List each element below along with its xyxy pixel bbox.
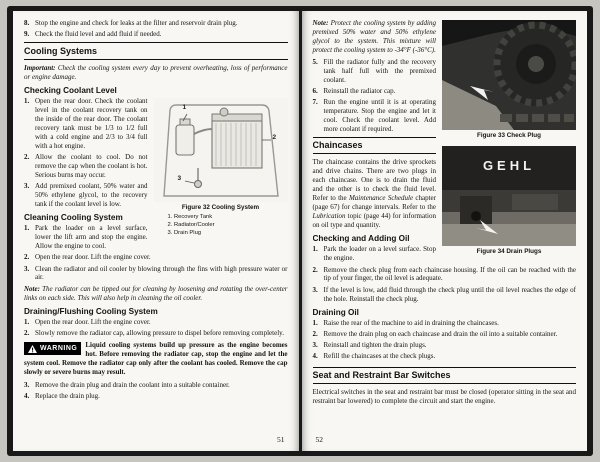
list-number: 1. bbox=[24, 97, 30, 105]
section-heading-cooling-systems: Cooling Systems bbox=[24, 42, 288, 60]
legend-item: 2. Radiator/Cooler bbox=[167, 221, 215, 228]
warning-icon bbox=[28, 345, 37, 353]
warning-label: WARNING bbox=[40, 345, 78, 353]
gehl-logo: GEHL bbox=[482, 158, 536, 173]
list-item bbox=[24, 265, 288, 283]
list-item bbox=[313, 341, 577, 350]
page-number: 51 bbox=[277, 435, 285, 444]
list-text: Remove the check plug from each chaincase housing. If the oil can be reached with the tip of your finger, the oil level is adequate. bbox=[323, 265, 576, 283]
paragraph-text: chapter (page 67) for change intervals. Refer to the bbox=[312, 194, 436, 212]
list-number: 3. bbox=[24, 264, 30, 273]
warning-box bbox=[24, 341, 288, 377]
list-item bbox=[24, 381, 288, 390]
figure-32-caption: Figure 32 Cooling System bbox=[181, 204, 260, 211]
list-item bbox=[24, 392, 288, 401]
list-text: Raise the rear of the machine to aid in draining the chaincases. bbox=[323, 319, 499, 328]
paragraph-text: The chaincase contains the drive sprockets and drive chains. There are two plugs in each chaincase. One is to drain the fluid and the other is to check the fluid level. Refer to the bbox=[312, 158, 436, 203]
list-text: Park the loader on a level surface, lower the lift arm and stop the engine. Allow the engine to cool. bbox=[35, 224, 148, 251]
list-item bbox=[24, 182, 288, 209]
list-item bbox=[24, 19, 288, 28]
list-number: 9. bbox=[24, 30, 30, 39]
figure-34-image bbox=[442, 146, 576, 246]
list-text: Run the engine until it is at operating temperature. Stop the engine and let it cool. Check the coolant level. Add more coolant if required. bbox=[323, 98, 436, 133]
list-number: 7. bbox=[312, 98, 318, 106]
section-heading-chaincases: Chaincases bbox=[313, 137, 437, 155]
manual-spread bbox=[7, 6, 593, 456]
note-label: Note: bbox=[312, 19, 329, 27]
warning-badge bbox=[24, 342, 81, 355]
subheading-checking-adding-oil: Checking and Adding Oil bbox=[312, 233, 410, 243]
list-number: 4. bbox=[24, 392, 30, 401]
important-note bbox=[24, 64, 288, 82]
list-number: 1. bbox=[24, 318, 30, 326]
list-item bbox=[24, 97, 288, 151]
page-51 bbox=[13, 11, 299, 451]
list-item bbox=[24, 329, 288, 338]
important-label: Important: bbox=[24, 63, 56, 72]
list-text: Fill the radiator fully and the recovery tank half full with the premixed coolant. bbox=[323, 57, 436, 84]
seat-paragraph: Electrical switches in the seat and restraint bar must be closed (operator sitting in the seat and restraint bar lowered) to complete the circuit and start the engine. bbox=[312, 388, 576, 406]
list-text: Replace the drain plug. bbox=[35, 392, 100, 401]
subheading-checking-coolant-level: Checking Coolant Level bbox=[24, 85, 117, 95]
figure-column bbox=[442, 20, 576, 255]
list-number: 2. bbox=[24, 329, 30, 338]
list-item bbox=[313, 330, 577, 339]
list-text: Slowly remove the radiator cap, allowing pressure to dispel before removing completely. bbox=[35, 329, 284, 338]
list-text: Refill the chaincases at the check plugs. bbox=[323, 352, 436, 361]
list-text: Remove the drain plug and drain the coolant into a suitable container. bbox=[35, 380, 230, 389]
list-item bbox=[24, 224, 288, 251]
paragraph-text-italic: Lubrication bbox=[312, 212, 346, 221]
list-item bbox=[24, 153, 288, 180]
important-text: Check the cooling system every day to prevent overheating, loss of performance or engine damage. bbox=[24, 63, 288, 81]
subheading-draining-oil: Draining Oil bbox=[312, 307, 359, 317]
list-item bbox=[24, 253, 288, 262]
note-radiator bbox=[24, 285, 288, 303]
list-item bbox=[313, 245, 577, 263]
list-text: Reinstall the radiator cap. bbox=[323, 86, 396, 95]
list-text: Open the rear door. Lift the engine cover. bbox=[35, 253, 151, 262]
figure-33-caption: Figure 33 Check Plug bbox=[476, 132, 542, 139]
warning-text: Liquid cooling systems build up pressure as the engine becomes hot. Before removing the radiator cap, stop the engine and let the system cool. Remove the radiator cap only after the coolant has cooled. Remove the cap slowly or severe burns may result. bbox=[24, 341, 288, 377]
note-label: Note: bbox=[24, 284, 40, 293]
list-number: 1. bbox=[312, 245, 318, 254]
figure-34-caption: Figure 34 Drain Plugs bbox=[476, 248, 542, 255]
list-item bbox=[313, 319, 577, 328]
list-item bbox=[313, 352, 577, 361]
list-number: 4. bbox=[312, 352, 318, 361]
list-item bbox=[313, 98, 577, 134]
list-text: Add premixed coolant, 50% water and 50% ethylene glycol, to the recovery tank if the coolant level is low. bbox=[35, 181, 148, 208]
subheading-draining-flushing: Draining/Flushing Cooling System bbox=[24, 306, 158, 316]
note-text: The radiator can be tipped out for cleaning by loosening and rotating the over-center links on each side. This will also help in cleaning the oil cooler. bbox=[24, 284, 288, 302]
list-item bbox=[313, 58, 577, 85]
list-number: 6. bbox=[312, 86, 318, 95]
list-item bbox=[313, 266, 577, 284]
list-text: Allow the coolant to cool. Do not remove the cap when the coolant is hot. Serious burns may occur. bbox=[35, 152, 148, 179]
paragraph-text-italic: Maintenance Schedule bbox=[348, 194, 414, 203]
list-number: 5. bbox=[312, 57, 318, 66]
section-heading-seat-restraint: Seat and Restraint Bar Switches bbox=[313, 367, 577, 385]
subheading-cleaning-cooling-system: Cleaning Cooling System bbox=[24, 212, 123, 222]
note-text: Protect the cooling system by adding premixed 50% water and 50% ethylene glycol to the system. This mixture will protect the cooling system to -34°F (-36°C). bbox=[312, 19, 436, 54]
list-number: 2. bbox=[24, 152, 30, 161]
page-52 bbox=[302, 11, 588, 451]
callout-3: 3 bbox=[177, 175, 182, 182]
list-item bbox=[24, 318, 288, 327]
list-item bbox=[24, 30, 288, 39]
paragraph-text: topic (page 44) for information on oil type and quantity. bbox=[312, 212, 436, 229]
list-number: 3. bbox=[312, 341, 318, 350]
list-number: 2. bbox=[24, 253, 30, 262]
list-text: Clean the radiator and oil cooler by blowing through the fins with high pressure water or air. bbox=[35, 264, 288, 282]
list-text: Park the loader on a level surface. Stop the engine. bbox=[323, 245, 436, 263]
list-text: Remove the drain plug on each chaincase and drain the oil into a suitable container. bbox=[323, 330, 558, 339]
list-text: Open the rear door. Check the coolant level in the coolant recovery tank on the inside of the rear door. The coolant recovery tank must be 1/3 to 1/2 full with a cold engine and 2/3 to 3/4 full with a hot engine. bbox=[35, 97, 148, 150]
list-text: Stop the engine and check for leaks at the filter and reservoir drain plug. bbox=[35, 19, 238, 27]
list-text: Open the rear door. Lift the engine cover. bbox=[35, 318, 151, 326]
callout-1: 1 bbox=[182, 104, 187, 111]
list-number: 2. bbox=[312, 265, 318, 274]
list-number: 1. bbox=[24, 224, 30, 233]
list-item bbox=[313, 286, 577, 304]
callout-2: 2 bbox=[272, 134, 277, 141]
list-number: 2. bbox=[312, 330, 318, 339]
list-number: 3. bbox=[24, 181, 30, 190]
legend-item: 1. Recovery Tank bbox=[167, 213, 213, 220]
list-text: If the level is low, add fluid through the check plug until the oil level reaches the edge of the hole. Reinstall the check plug. bbox=[323, 285, 576, 303]
list-number: 3. bbox=[312, 285, 318, 294]
list-number: 1. bbox=[312, 319, 318, 328]
list-text: Check the fluid level and add fluid if needed. bbox=[35, 30, 162, 39]
page-number: 52 bbox=[315, 435, 323, 444]
legend-item: 3. Drain Plug bbox=[167, 229, 202, 236]
list-text: Reinstall and tighten the drain plugs. bbox=[323, 341, 427, 350]
list-number: 8. bbox=[24, 19, 30, 27]
list-number: 3. bbox=[24, 380, 30, 389]
list-item bbox=[313, 87, 577, 96]
